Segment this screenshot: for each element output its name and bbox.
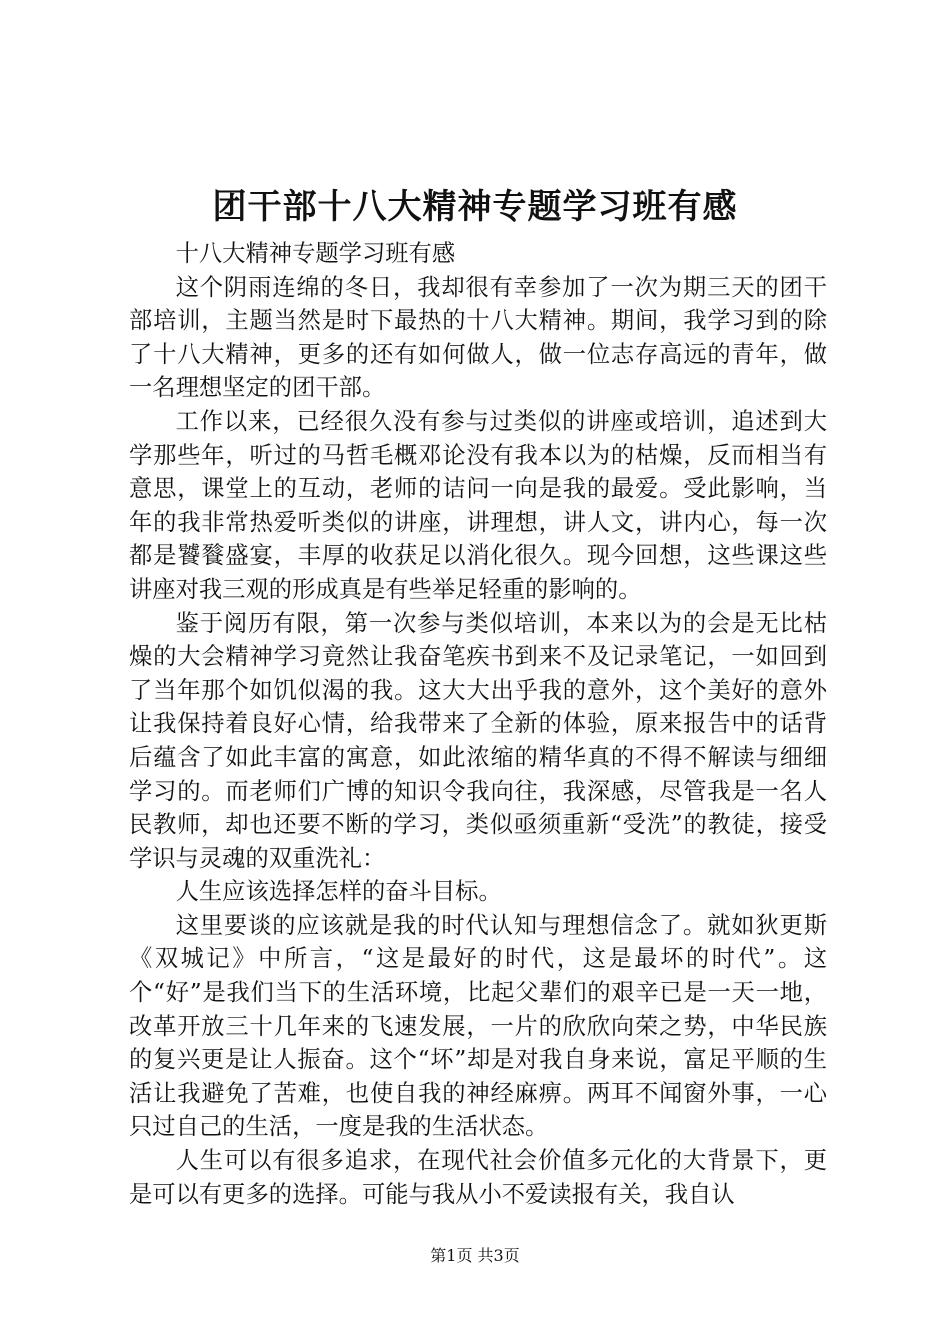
body-paragraph: 工作以来，已经很久没有参与过类似的讲座或培训，追述到大学那些年，听过的马哲毛概邓论没有我本以为的枯燥，反而相当有意思，课堂上的互动，老师的诘问一向是我的最爱。受此影响，当年的我非常热爱听类似的讲座，讲理想，讲人文，讲内心，每一次都是饕餮盛宴，丰厚的收获足以消化很久。现今回想，这些课这些讲座对我三观的形成真是有些举足轻重的影响的。 [129, 407, 827, 603]
section-heading-paragraph: 人生应该选择怎样的奋斗目标。 [175, 878, 502, 906]
document-body [129, 237, 827, 1211]
body-paragraph: 这里要谈的应该就是我的时代认知与理想信念了。就如狄更斯《双城记》中所言，“这是最好的时代，这是最坏的时代”。这个“好”是我们当下的生活环境，比起父辈们的艰辛已是一天一地，改革开放三十几年来的飞速发展，一片的欣欣向荣之势，中华民族的复兴更是让人振奋。这个“坏”却是对我自身来说，富足平顺的生活让我避免了苦难，也使自我的神经麻痹。两耳不闻窗外事，一心只过自己的生活，一度是我的生活状态。 [129, 911, 827, 1141]
document-title: 团干部十八大精神专题学习班有感 [212, 187, 738, 227]
subtitle-paragraph: 十八大精神专题学习班有感 [175, 240, 456, 267]
page-number: 第1页 共3页 [430, 1246, 520, 1265]
body-paragraph: 这个阴雨连绵的冬日，我却很有幸参加了一次为期三天的团干部培训，主题当然是时下最热的十八大精神。期间，我学习到的除了十八大精神，更多的还有如何做人，做一位志存高远的青年，做一名理想坚定的团干部。 [129, 273, 827, 402]
body-paragraph: 人生可以有很多追求，在现代社会价值多元化的大背景下，更是可以有更多的选择。可能与我从小不爱读报有关，我自认 [129, 1147, 827, 1208]
body-paragraph: 鉴于阅历有限，第一次参与类似培训，本来以为的会是无比枯燥的大会精神学习竟然让我奋笔疾书到来不及记录笔记，一如回到了当年那个如饥似渴的我。这大大出乎我的意外，这个美好的意外让我保持着良好心情，给我带来了全新的体验，原来报告中的话背后蕴含了如此丰富的寓意，如此浓缩的精华真的不得不解读与细细学习的。而老师们广博的知识令我向往，我深感，尽管我是一名人民教师，却也还要不断的学习，类似亟须重新“受洗”的教徒，接受学识与灵魂的双重洗礼： [129, 609, 827, 872]
